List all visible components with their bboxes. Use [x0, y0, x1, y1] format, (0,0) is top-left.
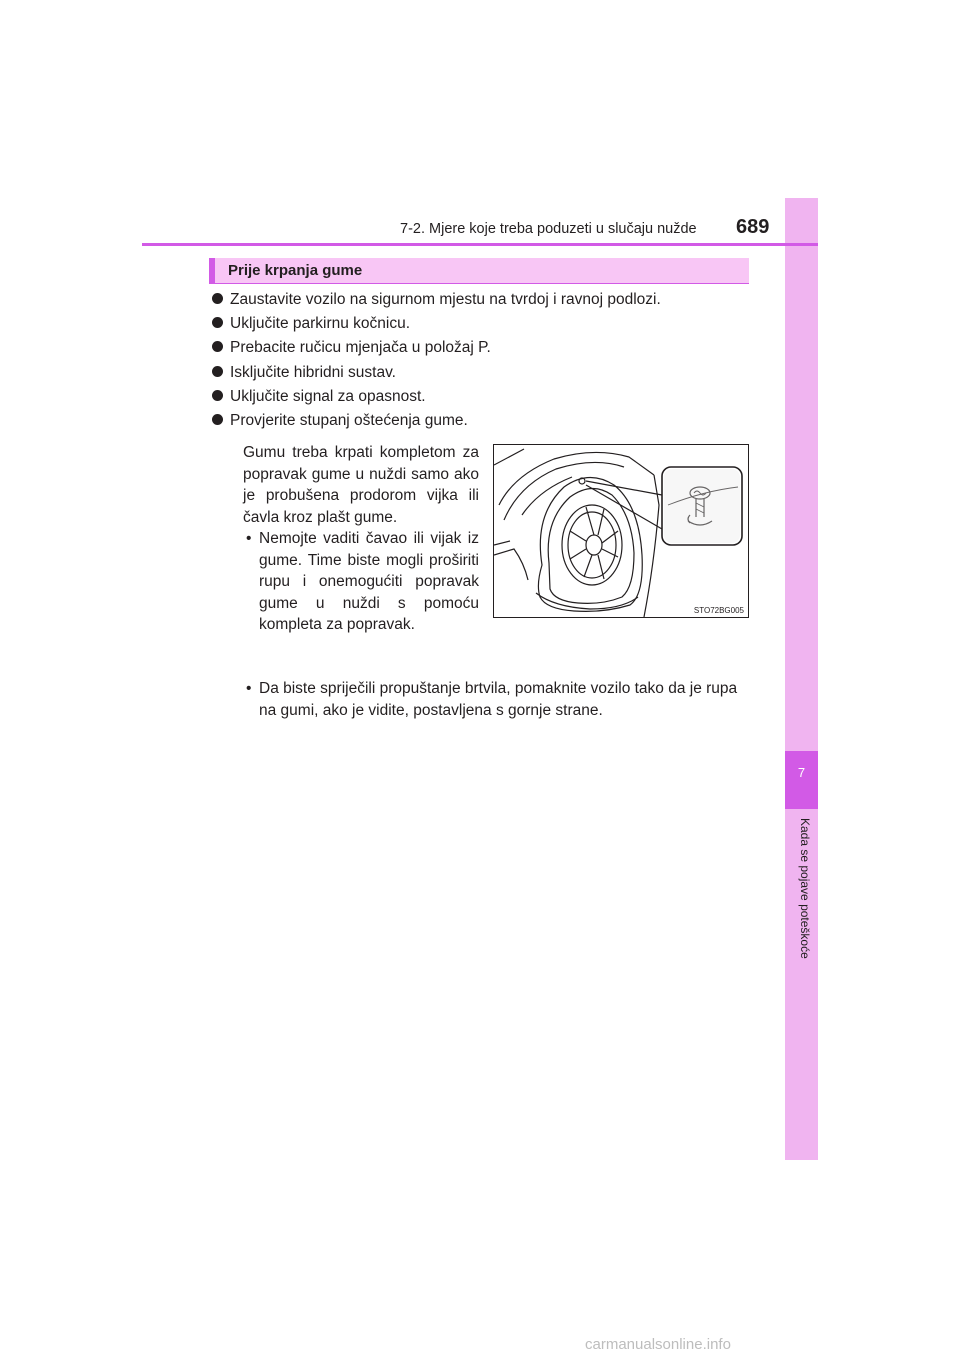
- sub-list-item: [243, 528, 479, 636]
- bullet-text: Uključite parkirnu kočnicu.: [230, 315, 411, 332]
- bullet-item: [212, 339, 491, 357]
- chapter-number-tab: [785, 751, 818, 809]
- bullet-dot: [212, 341, 223, 352]
- flat-tire-figure: [493, 444, 749, 618]
- bullet-dot: [212, 390, 223, 401]
- section-heading-box: [209, 258, 749, 284]
- bullet-dot: [212, 293, 223, 304]
- watermark: carmanualsonline.info: [585, 1336, 731, 1353]
- sub-bullet: •: [246, 680, 252, 697]
- bullet-item: [212, 364, 396, 382]
- page-number: 689: [736, 216, 770, 238]
- header-rule: [142, 243, 818, 246]
- chapter-title: Kada se pojave poteškoće: [798, 818, 812, 959]
- sub-item-text: Nemojte vaditi čavao ili vijak iz gume. Time biste mogli proširiti rupu i onemogućiti popravak gume u nuždi s pomoću kompleta za popravak.: [259, 530, 479, 633]
- bullet-item: [212, 315, 410, 333]
- chapter-number: 7: [797, 765, 806, 780]
- sub-item-text: Da biste spriječili propuštanje brtvila, pomaknite vozilo tako da je rupa na gumi, ako je vidite, postavljena s gornje strane.: [259, 680, 738, 719]
- bullet-item: [212, 388, 426, 406]
- bullet-item: [212, 412, 468, 430]
- tire-check-text: [243, 442, 479, 636]
- section-title: Prije krpanja gume: [228, 262, 363, 279]
- bullet-dot: [212, 414, 223, 425]
- flat-tire-illustration: [494, 445, 748, 617]
- running-head: 7-2. Mjere koje treba poduzeti u slučaju nužde: [400, 221, 697, 237]
- bullet-text: Isključite hibridni sustav.: [230, 364, 396, 381]
- bullet-text: Zaustavite vozilo na sigurnom mjestu na tvrdoj i ravnoj podlozi.: [230, 291, 661, 308]
- sub-list-item: [243, 678, 753, 722]
- bullet-dot: [212, 366, 223, 377]
- figure-code: STO72BG005: [693, 606, 744, 615]
- bullet-text: Provjerite stupanj oštećenja gume.: [230, 412, 468, 429]
- sub-list: [243, 528, 479, 636]
- sub-bullet: •: [246, 530, 252, 547]
- callout-shade: [664, 469, 740, 543]
- tire-check-paragraph: Gumu treba krpati kompletom za popravak gume u nuždi samo ako je probušena prodorom vijka ili čavla kroz plašt gume.: [243, 444, 479, 526]
- bullet-text: Uključite signal za opasnost.: [230, 388, 426, 405]
- bullet-item: [212, 291, 661, 309]
- bullet-text: Prebacite ručicu mjenjača u položaj P.: [230, 339, 491, 356]
- bullet-dot: [212, 317, 223, 328]
